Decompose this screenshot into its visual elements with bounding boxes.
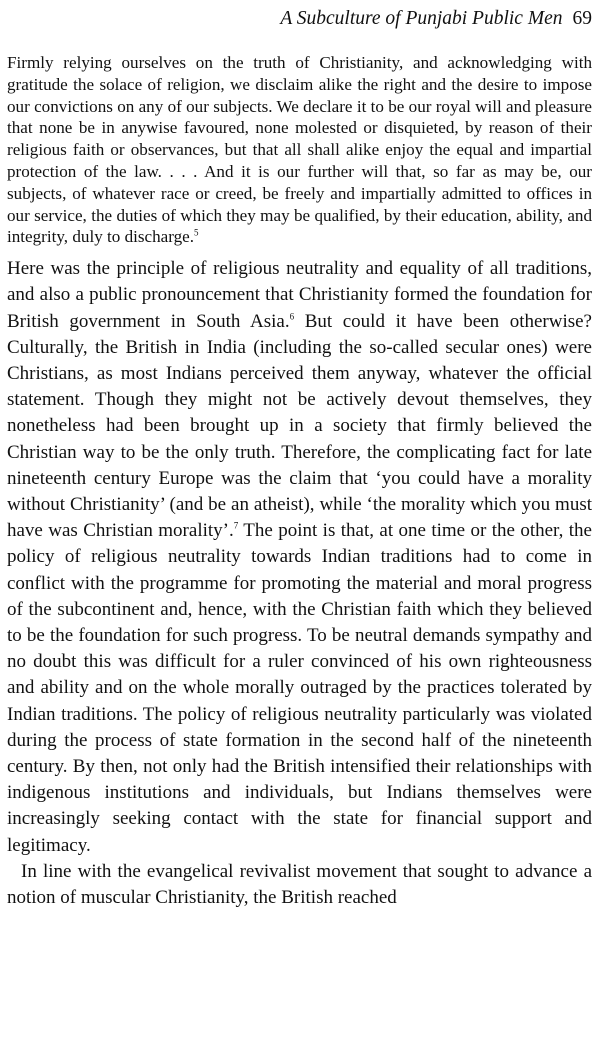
body-paragraph-1 — [7, 256, 592, 859]
block-quote — [7, 52, 592, 248]
footnote-ref-7: 7 — [233, 520, 239, 531]
block-quote-text: Firmly relying ourselves on the truth of Christianity, and acknowledging with gratitude the solace of religion, we disclaim alike the right and the desire to impose our convictions on any of our subjects. We declare it to be our royal will and pleasure that none be in anywise favoured, none molested or disquieted, by reason of their religious faith or observances, but that all shall alike enjoy the equal and impartial protection of the law. . . . And it is our further will that, so far as may be, our subjects, of whatever race or creed, be freely and impartially admitted to offices in our service, the duties of which they may be qualified, by their education, ability, and integrity, duly to discharge. — [7, 53, 592, 247]
paragraph-2-text: In line with the evangelical revivalist movement that sought to advance a notion of muscular Christianity, the British reached — [7, 860, 592, 909]
footnote-ref-5: 5 — [194, 227, 199, 238]
footnote-ref-6: 6 — [289, 311, 295, 322]
page-number: 69 — [572, 8, 592, 29]
running-head — [7, 6, 592, 34]
paragraph-1-part-1: Here was the principle of religious neutrality and equality of all traditions, and also a public pronouncement that Christianity formed the foundation for British government in South Asia. — [7, 258, 592, 332]
body-paragraph-2 — [7, 859, 592, 911]
running-head-title: A Subculture of Punjabi Public Men — [280, 8, 563, 29]
paragraph-1-part-3: The point is that, at one time or the other, the policy of religious neutrality towards Indian traditions had to come in conflict with the programme for promoting the material and moral progress of the subcontinent and, hence, with the Christian faith which they believed to be the foundation for such progress. To be neutral demands sympathy and no doubt this was difficult for a ruler convinced of his own righteousness and ability and on the whole morally outraged by the practices tolerated by Indian traditions. The policy of religious neutrality particularly was violated during the process of state formation in the second half of the nineteenth century. By then, not only had the British intensified their relationships with indigenous institutions and individuals, but Indians themselves were increasingly seeking contact with the state for financial support and legitimacy. — [7, 520, 592, 856]
paragraph-1-part-2: But could it have been otherwise? Culturally, the British in India (including the so-called secular ones) were Christians, as most Indians perceived them anyway, whatever the official statement. Though they might not be actively devout themselves, they nonetheless had been brought up in a society that firmly believed the Christian way to be the only truth. Therefore, the complicating fact for late nineteenth century Europe was the claim that ‘you could have a morality without Christianity’ (and be an atheist), while ‘the morality which you must have was Christian morality’. — [7, 310, 592, 542]
